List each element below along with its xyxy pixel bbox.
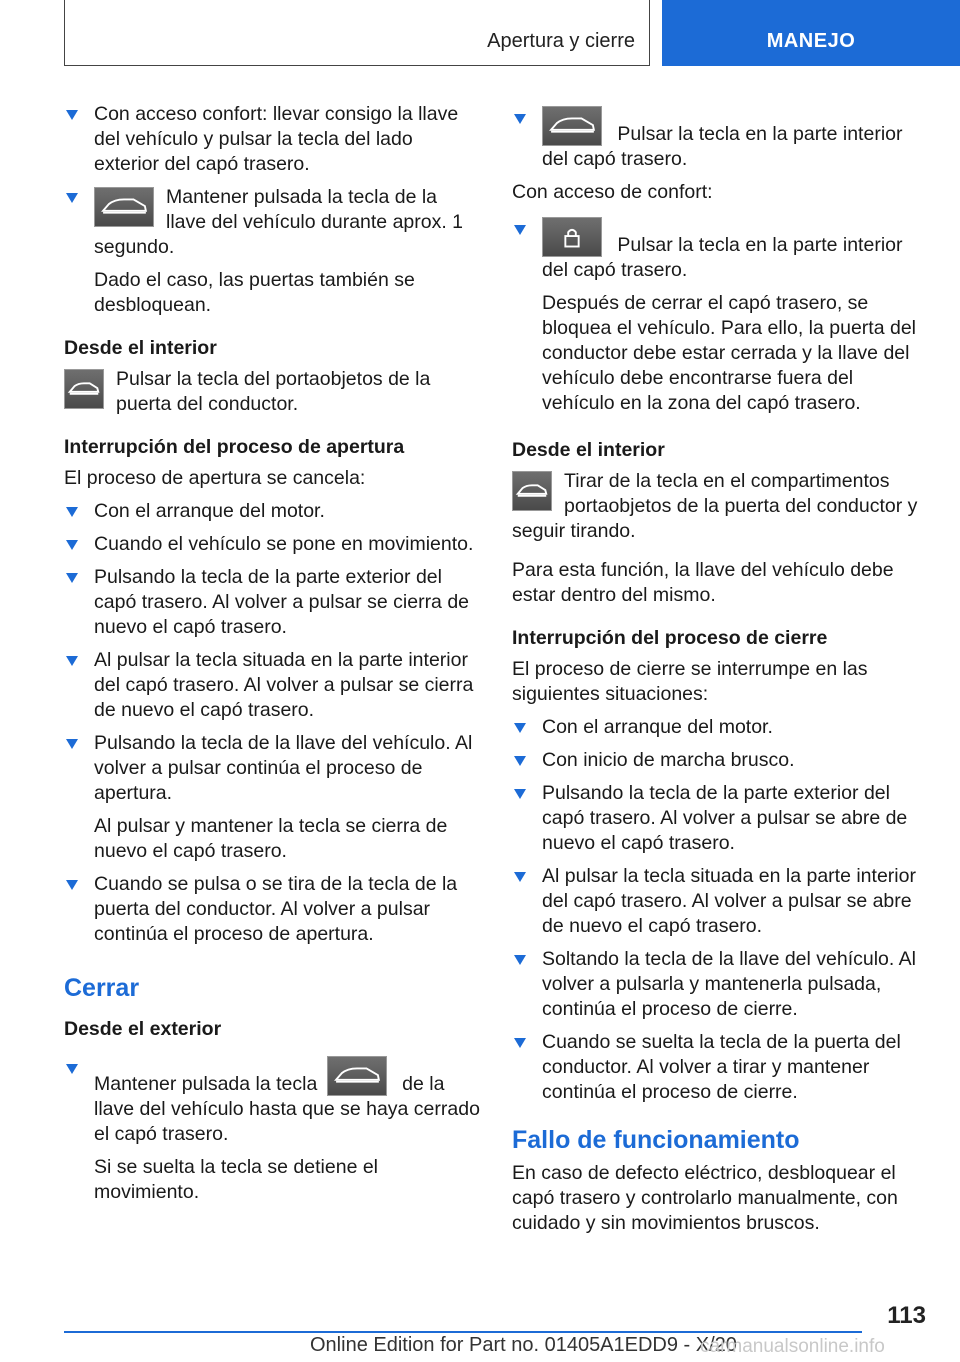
list-item: Pulsando la tecla de la parte exterior del capó trasero. Al volver a pulsar se cierra de nuevo el capó trasero.	[64, 565, 480, 640]
paragraph: Para esta función, la llave del vehículo debe estar dentro del mismo.	[512, 559, 894, 606]
list-item: Al pulsar la tecla situada en la parte interior del capó trasero. Al volver a pulsar se abre de nuevo el capó trasero.	[512, 864, 928, 939]
bullet-triangle-icon	[514, 872, 526, 882]
bullet-triangle-icon	[66, 739, 78, 749]
bullet-triangle-icon	[514, 114, 526, 124]
right-column	[512, 102, 928, 1244]
bullet-triangle-icon	[514, 756, 526, 766]
lock-icon	[542, 217, 602, 257]
list-item-note: Después de cerrar el capó trasero, se bloquea el vehículo. Para ello, la puerta del conductor debe estar cerrada y la llave del vehículo debe encontrarse fuera del vehículo en la zona del capó trasero.	[542, 292, 917, 414]
list-item: Soltando la tecla de la llave del vehículo. Al volver a pulsarla y mantenerla pulsada, continúa el proceso de cierre.	[512, 947, 928, 1022]
left-column	[64, 102, 480, 1213]
list-item: Mantener pulsada la tecla de la llave del vehículo durante aprox. 1 segundo.	[64, 185, 480, 260]
bullet-triangle-icon	[66, 507, 78, 517]
list-item: Cuando se suelta la tecla de la puerta del conductor. Al volver a tirar y mantener continúa el proceso de cierre.	[512, 1030, 928, 1105]
bullet-triangle-icon	[66, 110, 78, 120]
list-item-note: Al pulsar y mantener la tecla se cierra de nuevo el capó trasero.	[94, 815, 448, 862]
section-heading-close: Cerrar	[64, 974, 140, 1002]
list-item: Mantener pulsada la tecla de la llave del vehículo hasta que se haya cerrado el capó trasero.	[64, 1056, 480, 1147]
subheading-exterior: Desde el exterior	[64, 1018, 222, 1040]
subheading-interior: Desde el interior	[512, 439, 665, 461]
bullet-triangle-icon	[514, 955, 526, 965]
chapter-tab	[662, 0, 960, 66]
paragraph: Con acceso de confort:	[512, 181, 713, 203]
subheading-interrupt-opening: Interrupción del proceso de apertura	[64, 436, 405, 458]
list-item: Pulsar la tecla en la parte interior del capó trasero.	[512, 217, 928, 283]
paragraph: Pulsar la tecla del portaobjetos de la puerta del conductor.	[64, 367, 480, 417]
list-item: Con el arranque del motor.	[512, 715, 928, 740]
tailgate-car-icon	[327, 1056, 387, 1096]
edition-text: Online Edition for Part no. 01405A1EDD9 - X/20	[310, 1334, 737, 1356]
list-item: Con acceso confort: llevar consigo la llave del vehículo y pulsar la tecla del lado exterior del capó trasero.	[64, 102, 480, 177]
header-section-box	[64, 0, 650, 66]
paragraph: En caso de defecto eléctrico, desbloquear el capó trasero y controlarlo manualmente, con cuidado y sin movimientos bruscos.	[512, 1162, 898, 1234]
bullet-triangle-icon	[66, 1064, 78, 1074]
section-title: Apertura y cierre	[487, 30, 635, 52]
tailgate-car-icon	[64, 369, 104, 409]
paragraph: El proceso de cierre se interrumpe en las siguientes situaciones:	[512, 658, 868, 705]
list-item: Cuando se pulsa o se tira de la tecla de la puerta del conductor. Al volver a pulsar continúa el proceso de apertura.	[64, 872, 480, 947]
bullet-triangle-icon	[514, 723, 526, 733]
list-item: Pulsando la tecla de la llave del vehículo. Al volver a pulsar continúa el proceso de apertura.	[64, 731, 480, 806]
bullet-triangle-icon	[66, 540, 78, 550]
list-item: Pulsar la tecla en la parte interior del capó trasero.	[512, 106, 928, 172]
bullet-triangle-icon	[514, 225, 526, 235]
page-number: 113	[887, 1302, 926, 1329]
tailgate-car-icon	[512, 471, 552, 511]
bullet-triangle-icon	[514, 789, 526, 799]
chapter-title: MANEJO	[766, 30, 856, 52]
bullet-triangle-icon	[66, 193, 78, 203]
tailgate-car-icon	[542, 106, 602, 146]
paragraph: El proceso de apertura se cancela:	[64, 467, 366, 489]
bullet-triangle-icon	[66, 656, 78, 666]
footer-divider	[64, 1331, 862, 1333]
bullet-triangle-icon	[66, 573, 78, 583]
subheading-interior: Desde el interior	[64, 337, 217, 359]
paragraph: Tirar de la tecla en el compartimentos portaobjetos de la puerta del conductor y seguir tirando.	[512, 470, 918, 542]
watermark: carmanualsonline.info	[700, 1336, 885, 1357]
subheading-interrupt-closing: Interrupción del proceso de cierre	[512, 627, 828, 649]
list-item: Con inicio de marcha brusco.	[512, 748, 928, 773]
bullet-triangle-icon	[514, 1038, 526, 1048]
list-item-note: Si se suelta la tecla se detiene el movimiento.	[94, 1156, 379, 1203]
list-item: Con el arranque del motor.	[64, 499, 480, 524]
list-item: Cuando el vehículo se pone en movimiento.	[64, 532, 480, 557]
list-item: Al pulsar la tecla situada en la parte interior del capó trasero. Al volver a pulsar se cierra de nuevo el capó trasero.	[64, 648, 480, 723]
section-heading-malfunction: Fallo de funcionamiento	[512, 1126, 800, 1154]
list-item-note: Dado el caso, las puertas también se desbloquean.	[94, 269, 415, 316]
bullet-triangle-icon	[66, 880, 78, 890]
tailgate-car-icon	[94, 187, 154, 227]
list-item: Pulsando la tecla de la parte exterior del capó trasero. Al volver a pulsar se abre de nuevo el capó trasero.	[512, 781, 928, 856]
